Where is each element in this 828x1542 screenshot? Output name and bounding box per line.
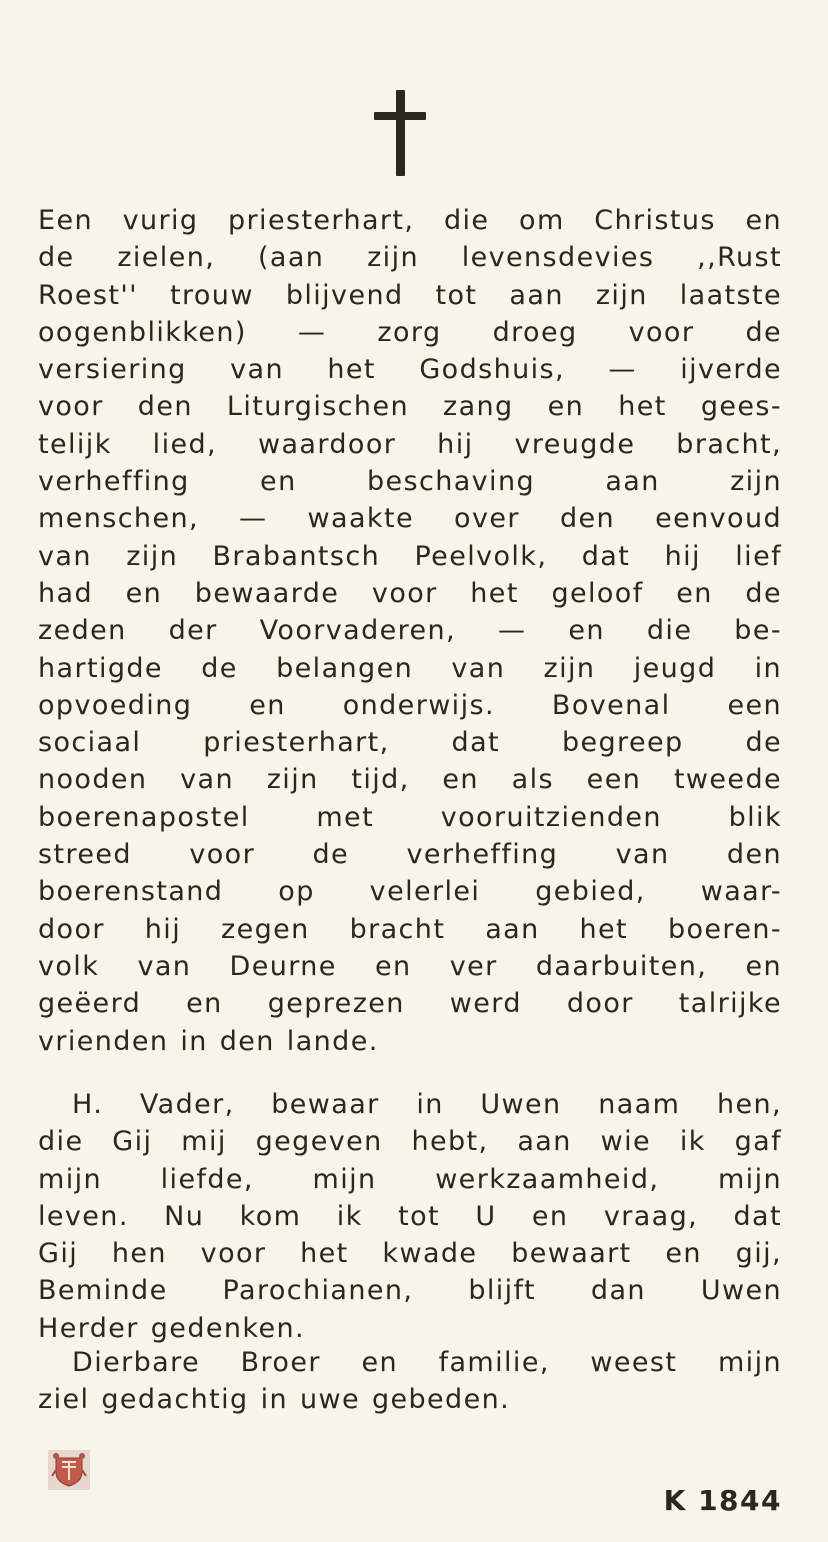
text-line: verheffing en beschaving aan zijn xyxy=(38,466,782,498)
text-line: ziel gedachtig in uwe gebeden. xyxy=(38,1384,511,1416)
text-line: streed voor de verheffing van den xyxy=(38,839,782,871)
coat-of-arms-icon xyxy=(48,1450,90,1490)
text-line: volk van Deurne en ver daarbuiten, en xyxy=(38,950,782,982)
text-line: door hij zegen bracht aan het boeren- xyxy=(38,913,782,945)
text-line: Herder gedenken. xyxy=(38,1312,305,1344)
text-line: mijn liefde, mijn werkzaamheid, mijn xyxy=(38,1163,782,1195)
cross-horizontal-bar xyxy=(374,112,426,120)
cross-vertical-bar xyxy=(396,90,405,176)
print-reference-number: K 1844 xyxy=(663,1484,782,1517)
paragraph-prayer xyxy=(38,1086,782,1347)
text-line: Roest'' trouw blijvend tot aan zijn laatste xyxy=(38,279,782,311)
text-line: sociaal priesterhart, dat begreep de xyxy=(38,727,782,759)
text-line: had en bewaarde voor het geloof en de xyxy=(38,577,782,609)
text-line: Dierbare Broer en familie, weest mijn xyxy=(72,1347,782,1378)
cross-icon xyxy=(374,90,426,176)
text-line: opvoeding en onderwijs. Bovenal een xyxy=(38,689,782,721)
text-line: die Gij mij gegeven hebt, aan wie ik gaf xyxy=(38,1126,782,1158)
text-line: Gij hen voor het kwade bewaart en gij, xyxy=(38,1238,782,1270)
text-line: boerenstand op velerlei gebied, waar- xyxy=(38,876,782,908)
text-line: van zijn Brabantsch Peelvolk, dat hij lief xyxy=(38,540,782,572)
text-line: versiering van het Godshuis, — ijverde xyxy=(38,354,782,386)
text-line: de zielen, (aan zijn levensdevies ,,Rust xyxy=(38,242,782,274)
text-line: nooden van zijn tijd, en als een tweede xyxy=(38,764,782,796)
text-line: H. Vader, bewaar in Uwen naam hen, xyxy=(72,1089,782,1120)
text-line: boerenapostel met vooruitzienden blik xyxy=(38,801,782,833)
text-line: zeden der Voorvaderen, — en die be- xyxy=(38,615,782,647)
text-line: Beminde Parochianen, blijft dan Uwen xyxy=(38,1275,782,1307)
text-line: leven. Nu kom ik tot U en vraag, dat xyxy=(38,1200,782,1232)
text-line: voor den Liturgischen zang en het gees- xyxy=(38,391,782,423)
paragraph-tribute xyxy=(38,202,782,1060)
text-line: telijk lied, waardoor hij vreugde bracht, xyxy=(38,428,782,460)
text-line: oogenblikken) — zorg droeg voor de xyxy=(38,316,782,348)
text-line: geëerd en geprezen werd door talrijke xyxy=(38,988,782,1020)
paragraph-closing xyxy=(38,1344,782,1419)
text-line: menschen, — waakte over den eenvoud xyxy=(38,503,782,535)
text-line: Een vurig priesterhart, die om Christus en xyxy=(38,205,782,236)
text-line: hartigde de belangen van zijn jeugd in xyxy=(38,652,782,684)
text-line: vrienden in den lande. xyxy=(38,1025,379,1057)
